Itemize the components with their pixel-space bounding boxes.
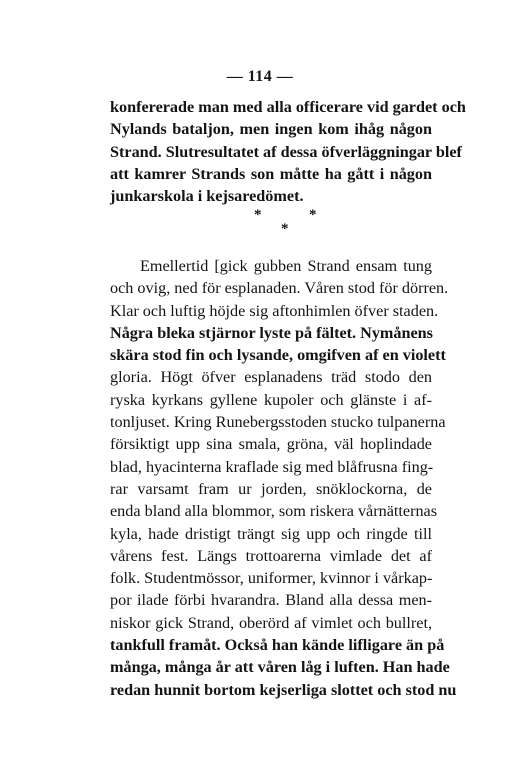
text-line: folk. Studentmössor, uniformer, kvinnor i vårkap- [110,569,433,588]
text-line: enda bland alla blommor, som riskera vårnätternas [110,502,438,521]
page-number: — 114 — [226,68,294,85]
text-line: rar varsamt fram ur jorden, snöklockorna, de [110,479,432,498]
text-line: ryska kyrkans gyllene kupoler och glänste i af- [110,390,432,409]
text-line: Klar och luftig höjde sig aftonhimlen öfver staden. [110,301,439,320]
text-line: Nylands bataljon, men ingen kom ihåg någon [110,120,432,139]
text-line: att kamrer Strands son måtte ha gått i någon [110,164,432,183]
asterisk: * [281,221,289,237]
paragraph-1 [110,96,466,207]
paragraph-2 [110,255,457,701]
text-line: tankfull framåt. Också han kände lifligare än på [110,636,445,655]
text-line: konfererade man med alla officerare vid gardet och [110,98,466,116]
text-line: gloria. Högt öfver esplanadens träd stodo den [110,368,432,387]
text-line: redan hunnit bortom kejserliga slottet och stod nu [110,680,457,699]
text-line: blad, hyacinterna kraflade sig med blåfrusna fing- [110,457,434,476]
text-line: Strand. Slutresultatet af dessa öfverläggningar blef [110,142,462,161]
asterisk: * [309,207,317,223]
text-line: vårens fest. Längs trottoarerna vimlade det af [110,546,432,565]
text-line: och ovig, ned för esplanaden. Våren stod för dörren. [110,279,449,298]
text-line: Några bleka stjärnor lyste på fältet. Nymånens [110,323,433,342]
asterisk: * [254,207,262,223]
text-line: por ilade förbi hvarandra. Bland alla dessa men- [110,591,432,610]
text-line: junkarskola i kejsaredömet. [110,187,304,206]
text-line: Emellertid [gick gubben Strand ensam tung [140,257,432,275]
text-line: många, många år att våren låg i luften. Han hade [110,658,450,677]
section-break [0,208,520,238]
text-line: niskor gick Strand, oberörd af vimlet och bullret, [110,613,432,632]
text-line: försiktigt upp sina smala, gröna, väl hoplindade [110,435,432,454]
text-line: tonljuset. Kring Runebergsstoden stucko tulpanerna [110,413,446,432]
text-line: skära stod fin och lysande, omgifven af en violett [110,346,446,365]
text-line: kyla, hade dristigt trängt sig upp och ringde till [110,524,432,543]
